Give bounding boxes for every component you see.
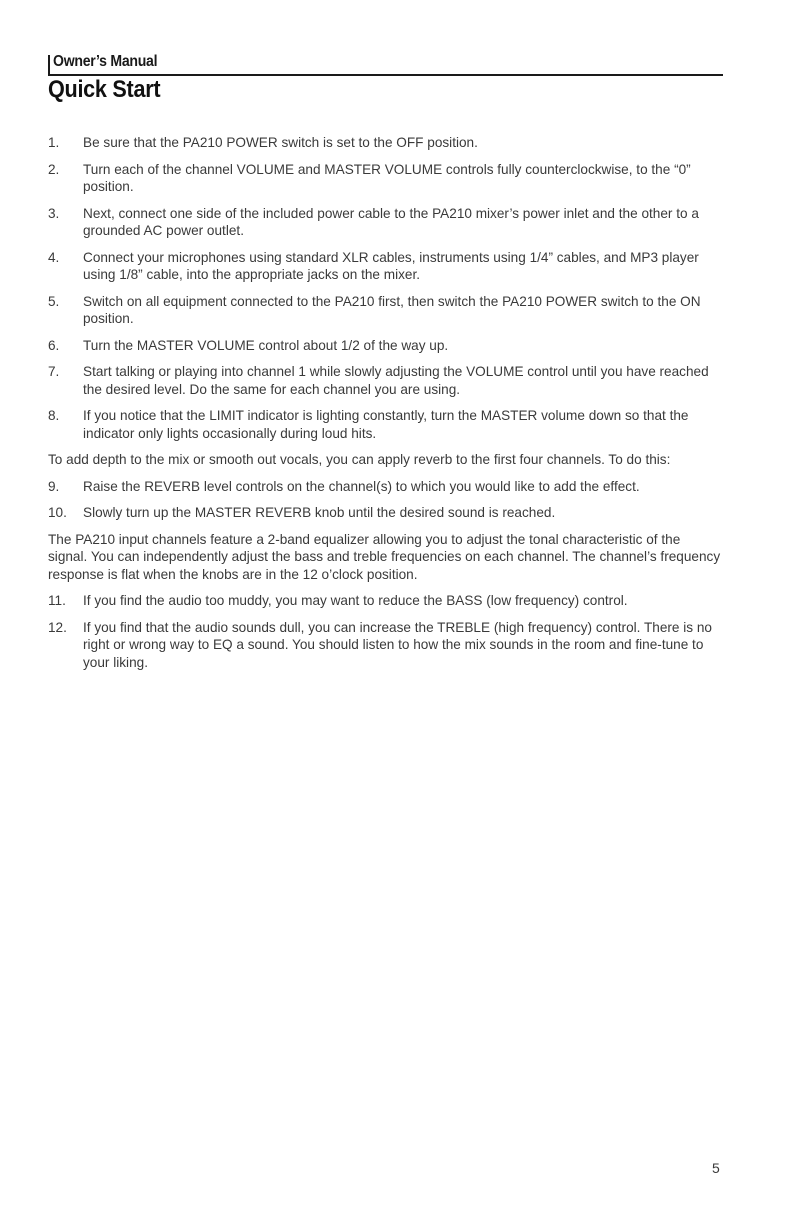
list-item (48, 619, 723, 672)
quick-start-body (48, 134, 723, 680)
step-number: 3. (48, 205, 60, 221)
step-text: If you find that the audio sounds dull, you can increase the TREBLE (high frequency) control. There is no right or wrong way to EQ a sound. You should listen to how the mix sounds in the room and fine-tune to your liking. (83, 619, 712, 670)
step-number: 9. (48, 478, 60, 494)
list-item (48, 205, 723, 240)
list-item (48, 504, 723, 522)
steps-list-a (48, 134, 723, 442)
list-item (48, 249, 723, 284)
eq-intro-paragraph: The PA210 input channels feature a 2-band equalizer allowing you to adjust the tonal characteristic of the signal. You can independently adjust the bass and treble frequencies on each channel. The channel’s frequency response is flat when the knobs are in the 12 o’clock position. (48, 531, 721, 582)
section-label: Owner’s Manual (53, 53, 158, 70)
step-number: 12. (48, 619, 67, 635)
step-number: 10. (48, 505, 67, 520)
step-text: Turn each of the channel VOLUME and MASTER VOLUME controls fully counterclockwise, to the “0” position. (83, 161, 691, 194)
list-item (48, 134, 723, 152)
list-item (48, 592, 723, 610)
step-text: Start talking or playing into channel 1 while slowly adjusting the VOLUME control until you have reached the desired level. Do the same for each channel you are using. (83, 364, 709, 397)
steps-list-c (48, 592, 723, 671)
list-item (48, 363, 723, 398)
step-number: 7. (48, 364, 60, 379)
step-number: 8. (48, 408, 60, 423)
step-number: 6. (48, 337, 60, 353)
step-text: Be sure that the PA210 POWER switch is set to the OFF position. (83, 135, 478, 150)
list-item (48, 407, 723, 442)
list-item (48, 293, 723, 328)
step-number: 5. (48, 293, 60, 309)
reverb-intro-paragraph: To add depth to the mix or smooth out vocals, you can apply reverb to the first four channels. To do this: (48, 452, 671, 467)
step-number: 2. (48, 161, 60, 177)
step-text: If you find the audio too muddy, you may want to reduce the BASS (low frequency) control. (83, 593, 628, 608)
page-title: Quick Start (48, 76, 161, 103)
step-text: If you notice that the LIMIT indicator is lighting constantly, turn the MASTER volume down so that the indicator only lights occasionally during loud hits. (83, 408, 689, 441)
step-text: Raise the REVERB level controls on the channel(s) to which you would like to add the effect. (83, 478, 640, 494)
step-text: Connect your microphones using standard XLR cables, instruments using 1/4” cables, and MP3 player using 1/8” cable, into the appropriate jacks on the mixer. (83, 249, 699, 282)
step-number: 1. (48, 135, 60, 150)
step-text: Turn the MASTER VOLUME control about 1/2 of the way up. (83, 337, 449, 353)
step-number: 4. (48, 249, 60, 265)
step-text: Slowly turn up the MASTER REVERB knob until the desired sound is reached. (83, 505, 556, 520)
steps-list-b (48, 478, 723, 522)
step-text: Next, connect one side of the included power cable to the PA210 mixer’s power inlet and the other to a grounded AC power outlet. (83, 205, 699, 238)
step-text: Switch on all equipment connected to the PA210 first, then switch the PA210 POWER switch to the ON position. (83, 293, 701, 326)
list-item (48, 337, 723, 355)
list-item (48, 161, 723, 196)
list-item (48, 478, 723, 496)
running-header (48, 52, 723, 76)
step-number: 11. (48, 593, 66, 608)
page-number: 5 (712, 1160, 720, 1176)
header-marker-bar (48, 55, 50, 74)
